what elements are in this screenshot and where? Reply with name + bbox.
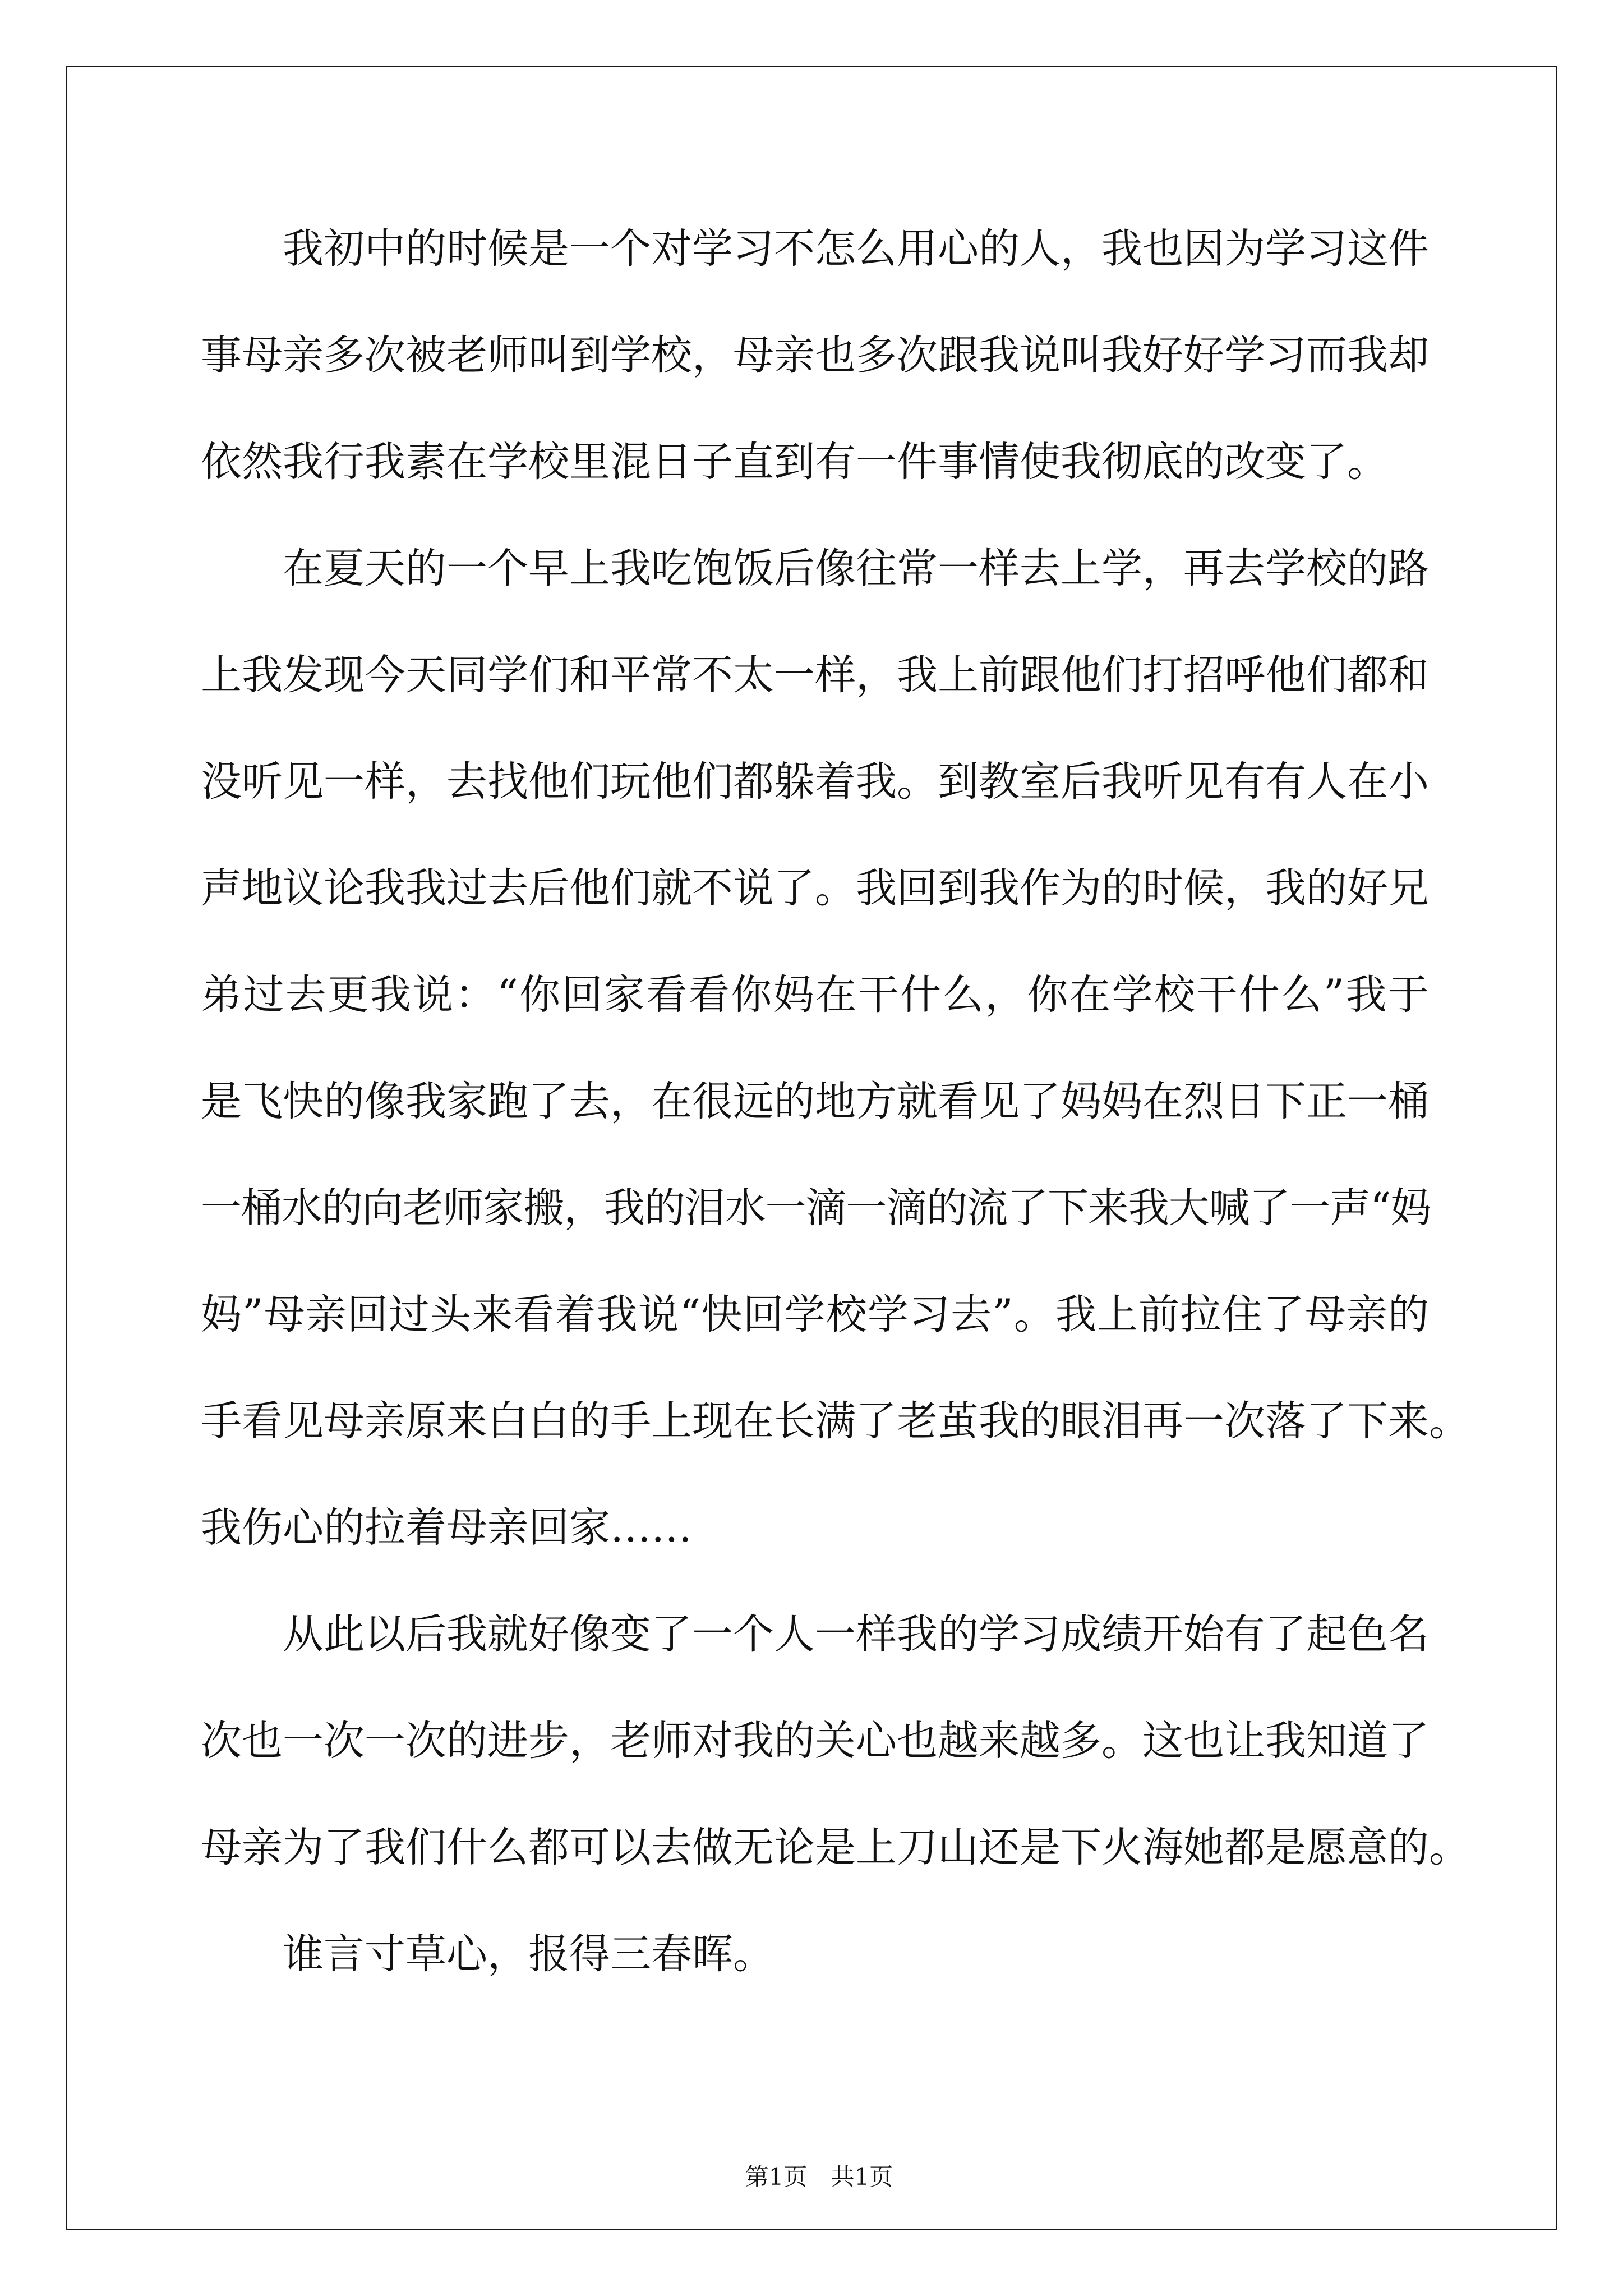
text-line: 妈”母亲回过头来看着我说“快回学校学习去”。我上前拉住了母亲的 xyxy=(201,1291,1429,1338)
paragraph-4 xyxy=(201,1901,1429,2008)
text-line: 次也一次一次的进步，老师对我的关心也越来越多。这也让我知道了 xyxy=(201,1717,1429,1765)
text-line: 一桶水的向老师家搬，我的泪水一滴一滴的流了下来我大喊了一声“妈 xyxy=(201,1184,1431,1232)
paragraph-1 xyxy=(201,196,1429,516)
text-line: 声地议论我我过去后他们就不说了。我回到我作为的时候，我的好兄 xyxy=(201,864,1429,912)
text-line: 我初中的时候是一个对学习不怎么用心的人，我也因为学习这件 xyxy=(283,225,1429,273)
document-body xyxy=(201,196,1470,2008)
text-line: 母亲为了我们什么都可以去做无论是上刀山还是下火海她都是愿意的。 xyxy=(201,1824,1470,1871)
page-footer xyxy=(0,2127,1623,2191)
text-line: 是飞快的像我家跑了去，在很远的地方就看见了妈妈在烈日下正一桶 xyxy=(201,1078,1429,1125)
text-line: 没听见一样，去找他们玩他们都躲着我。到教室后我听见有有人在小 xyxy=(201,758,1429,806)
text-line: 在夏天的一个早上我吃饱饭后像往常一样去上学，再去学校的路 xyxy=(283,545,1429,592)
text-line: 谁言寸草心，报得三春晖。 xyxy=(283,1930,774,1978)
paragraph-3 xyxy=(201,1581,1470,1901)
text-line: 我伤心的拉着母亲回家…… xyxy=(201,1504,692,1552)
text-line: 上我发现今天同学们和平常不太一样，我上前跟他们打招呼他们都和 xyxy=(201,651,1429,699)
text-line: 依然我行我素在学校里混日子直到有一件事情使我彻底的改变了。 xyxy=(201,438,1388,486)
text-line: 弟过去更我说：“你回家看看你妈在干什么，你在学校干什么”我于 xyxy=(201,971,1429,1019)
paragraph-2 xyxy=(201,516,1470,1581)
page-number: 第1页 共1页 xyxy=(745,2163,893,2191)
text-line: 从此以后我就好像变了一个人一样我的学习成绩开始有了起色名 xyxy=(283,1611,1429,1658)
text-line: 事母亲多次被老师叫到学校，母亲也多次跟我说叫我好好学习而我却 xyxy=(201,332,1429,379)
text-line: 手看见母亲原来白白的手上现在长满了老茧我的眼泪再一次落了下来。 xyxy=(201,1397,1470,1445)
